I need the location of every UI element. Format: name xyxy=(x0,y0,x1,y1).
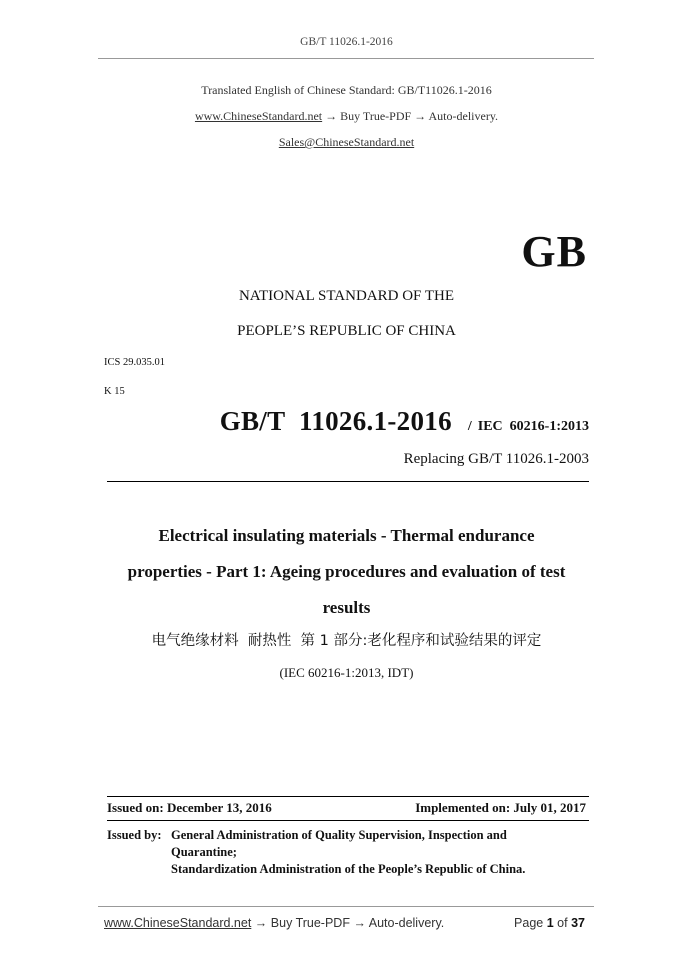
iec-number: IEC 60216-1:2013 xyxy=(477,419,589,434)
number-separator: / xyxy=(467,419,472,434)
page-indicator xyxy=(514,916,585,930)
arrow-icon: → xyxy=(353,916,366,930)
iec-equivalence: (IEC 60216-1:2013, IDT) xyxy=(279,665,414,680)
header-rule xyxy=(98,58,594,59)
page-total: 37 xyxy=(571,916,585,930)
national-standard-line2: PEOPLE’S REPUBLIC OF CHINA xyxy=(237,323,456,339)
sales-contact xyxy=(0,135,693,150)
footer-buy-text: Buy True-PDF xyxy=(270,916,350,930)
title-line: Electrical insulating materials - Thermal endurance xyxy=(158,526,535,545)
document-title xyxy=(98,518,595,626)
page-current: 1 xyxy=(546,916,554,930)
issuer-block xyxy=(107,827,597,881)
site-link[interactable]: www.ChineseStandard.net xyxy=(194,109,323,123)
page-of: of xyxy=(557,916,568,930)
dates-rule-top xyxy=(107,796,589,797)
translation-notice: Translated English of Chinese Standard: GB/T11026.1-2016 xyxy=(201,83,492,97)
page-label: Page xyxy=(514,916,544,930)
chinese-title: 电气绝缘材料 耐热性 第 1 部分:老化程序和试验结果的评定 xyxy=(151,633,542,649)
issuer-line: Quarantine; xyxy=(171,845,237,859)
standard-number: GB/T 11026.1-2016 xyxy=(219,406,452,436)
issued-date: Issued on: December 13, 2016 xyxy=(107,800,272,815)
sales-email-link[interactable]: Sales@ChineseStandard.net xyxy=(278,135,415,149)
standard-number-block xyxy=(220,406,589,437)
buy-text: Buy True-PDF xyxy=(340,109,412,123)
footer-links xyxy=(104,916,444,930)
national-standard-line1: NATIONAL STANDARD OF THE xyxy=(238,288,455,304)
issuer-label: Issued by: xyxy=(107,828,162,842)
footer-rule xyxy=(98,906,594,907)
issuer-line: General Administration of Quality Supervision, Inspection and xyxy=(171,828,507,842)
footer-site-link[interactable]: www.ChineseStandard.net xyxy=(104,916,252,930)
footer-delivery-text: Auto-delivery. xyxy=(368,916,445,930)
dates-rule-bottom xyxy=(107,820,589,821)
title-rule-top xyxy=(107,481,589,482)
implemented-date: Implemented on: July 01, 2017 xyxy=(415,800,586,815)
purchase-links xyxy=(0,109,693,124)
arrow-icon: → xyxy=(254,916,268,930)
title-line: properties - Part 1: Ageing procedures and evaluation of test xyxy=(127,562,566,581)
arrow-icon: → xyxy=(414,109,427,123)
ics-code: ICS 29.035.01 xyxy=(104,357,165,368)
title-line: results xyxy=(322,598,371,617)
classification-code: K 15 xyxy=(104,386,125,397)
arrow-icon: → xyxy=(325,109,338,123)
delivery-text: Auto-delivery. xyxy=(428,109,499,123)
replacing-note: Replacing GB/T 11026.1-2003 xyxy=(403,451,589,467)
gb-mark: GB xyxy=(521,227,587,276)
running-header: GB/T 11026.1-2016 xyxy=(300,36,393,48)
issuer-line: Standardization Administration of the People’s Republic of China. xyxy=(171,862,526,876)
issuer-names xyxy=(171,827,591,878)
